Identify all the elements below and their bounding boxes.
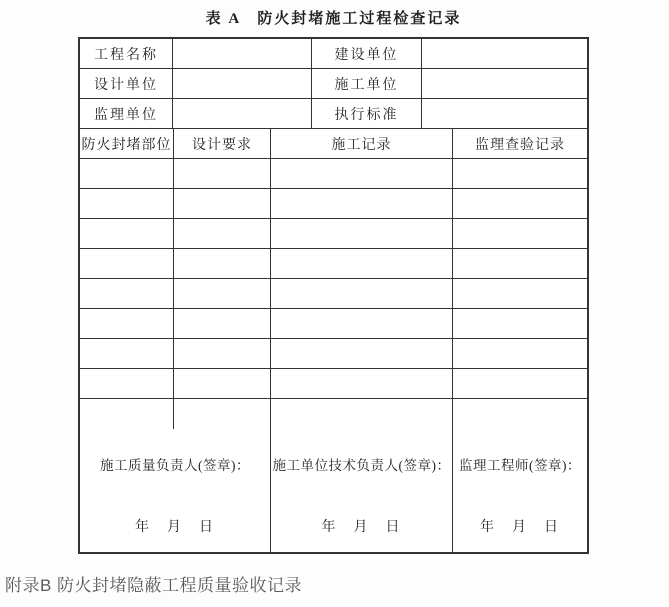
info-row-supervision	[80, 99, 587, 129]
empty-cell	[80, 309, 174, 338]
empty-table-row	[80, 399, 587, 429]
signature-row	[80, 429, 587, 552]
construction-unit-value-cell	[422, 69, 587, 98]
execution-standard-label: 执行标准	[312, 99, 422, 128]
supervision-engineer-date: 年 月 日	[480, 520, 560, 535]
empty-table-row	[80, 189, 587, 219]
empty-cell	[80, 279, 174, 308]
empty-cell	[271, 159, 453, 188]
supervision-unit-value-cell	[173, 99, 312, 128]
empty-cell	[453, 249, 587, 278]
empty-cell	[80, 249, 174, 278]
empty-cell	[174, 399, 271, 429]
empty-cell	[174, 309, 271, 338]
contractor-technical-manager-date: 年 月 日	[321, 520, 402, 535]
construction-owner-value-cell	[422, 39, 587, 68]
construction-unit-label: 施工单位	[312, 69, 422, 98]
table-title: 表 A 防火封堵施工过程检查记录	[205, 11, 462, 27]
empty-cell	[271, 279, 453, 308]
empty-table-row	[80, 369, 587, 399]
empty-cell	[174, 369, 271, 398]
info-row-design	[80, 69, 587, 99]
supervision-engineer-signature-label: 监理工程师(签章)：	[459, 458, 581, 473]
empty-cell	[453, 189, 587, 218]
project-name-label: 工程名称	[80, 39, 173, 68]
construction-owner-label: 建设单位	[312, 39, 422, 68]
empty-table-row	[80, 219, 587, 249]
empty-table-row	[80, 249, 587, 279]
empty-cell	[453, 399, 587, 429]
contractor-technical-manager-signature-label: 施工单位技术负责人(签章)：	[272, 458, 451, 473]
empty-cell	[174, 249, 271, 278]
supervision-unit-label: 监理单位	[80, 99, 173, 128]
empty-cell	[174, 339, 271, 368]
column-header-construction-record: 施工记录	[271, 129, 453, 158]
empty-cell	[453, 339, 587, 368]
empty-cell	[80, 339, 174, 368]
construction-quality-manager-date: 年 月 日	[135, 520, 215, 535]
project-name-value-cell	[173, 39, 312, 68]
column-header-location: 防火封堵部位	[80, 129, 174, 158]
empty-cell	[271, 309, 453, 338]
design-unit-value-cell	[173, 69, 312, 98]
design-unit-label: 设计单位	[80, 69, 173, 98]
empty-cell	[174, 279, 271, 308]
empty-cell	[271, 219, 453, 248]
supervision-engineer-signature-cell	[453, 429, 587, 552]
contractor-technical-manager-signature-cell	[271, 429, 453, 552]
column-header-supervision-check-record: 监理查验记录	[475, 137, 565, 153]
empty-cell	[453, 309, 587, 338]
empty-cell	[174, 159, 271, 188]
empty-cell	[80, 219, 174, 248]
construction-quality-manager-signature-label: 施工质量负责人(签章)：	[100, 458, 250, 473]
empty-table-row	[80, 339, 587, 369]
column-header-design-requirement: 设计要求	[174, 129, 271, 158]
info-row-project	[80, 39, 587, 69]
empty-cell	[80, 399, 174, 429]
appendix-caption: 附录B 防火封堵隐蔽工程质量验收记录	[5, 576, 303, 595]
inspection-record-table	[78, 37, 589, 554]
construction-quality-manager-signature-cell	[80, 429, 271, 552]
empty-table-row	[80, 159, 587, 189]
empty-cell	[174, 189, 271, 218]
empty-cell	[80, 159, 174, 188]
empty-cell	[174, 219, 271, 248]
empty-cell	[271, 399, 453, 429]
empty-cell	[271, 249, 453, 278]
empty-cell	[453, 219, 587, 248]
column-header-row	[80, 129, 587, 159]
empty-cell	[453, 159, 587, 188]
empty-table-row	[80, 279, 587, 309]
empty-cell	[80, 369, 174, 398]
empty-cell	[271, 369, 453, 398]
empty-cell	[80, 189, 174, 218]
empty-cell	[271, 189, 453, 218]
empty-cell	[453, 279, 587, 308]
empty-table-row	[80, 309, 587, 339]
empty-body-rows	[80, 159, 587, 429]
empty-cell	[453, 369, 587, 398]
empty-cell	[271, 339, 453, 368]
execution-standard-value-cell	[422, 99, 587, 128]
